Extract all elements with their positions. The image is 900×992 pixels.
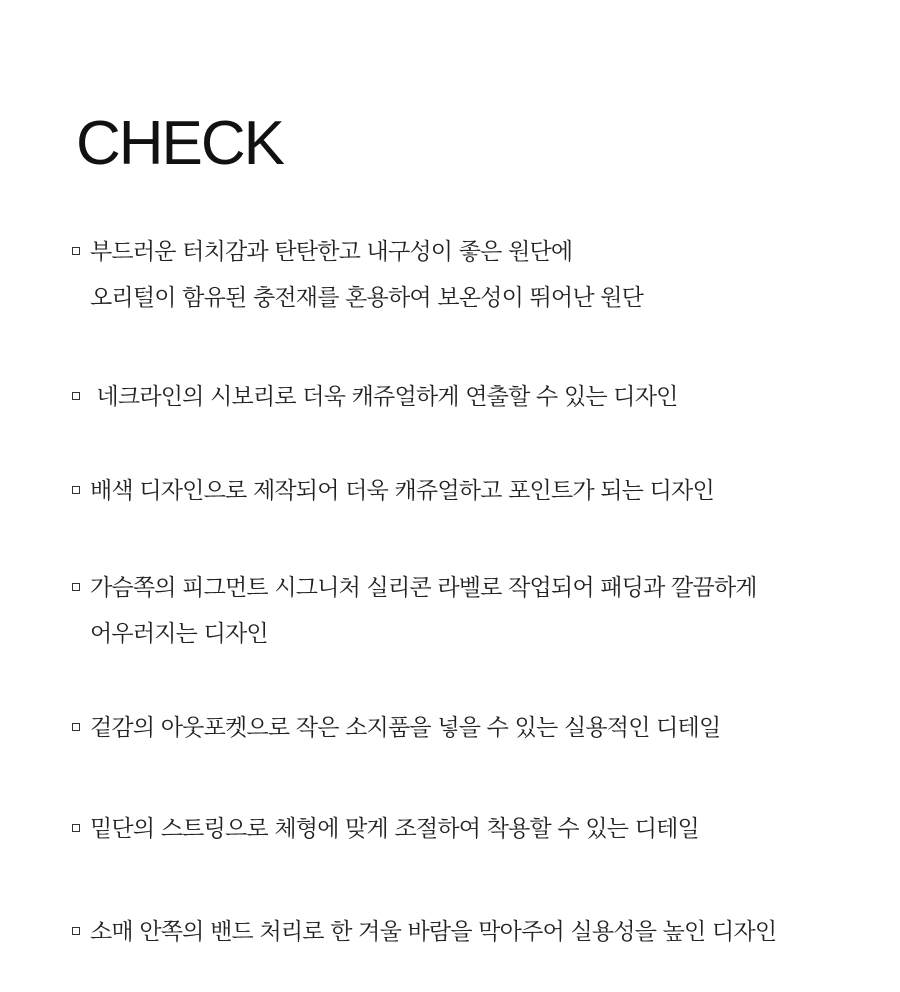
bullet-square-icon (72, 486, 80, 494)
check-item-line: 가슴쪽의 피그먼트 시그니처 실리콘 라벨로 작업되어 패딩과 깔끔하게 (90, 575, 757, 601)
bullet-square-icon (72, 583, 80, 591)
check-item-4 (72, 565, 872, 657)
check-item-line: 오리털이 함유된 충전재를 혼용하여 보온성이 뛰어난 원단 (90, 285, 644, 311)
check-item-7 (72, 909, 872, 955)
check-item-1 (72, 229, 872, 321)
bullet-square-icon (72, 927, 80, 935)
page-title: CHECK (76, 109, 284, 178)
check-item-line: 소매 안쪽의 밴드 처리로 한 겨울 바람을 막아주어 실용성을 높인 디자인 (90, 919, 777, 945)
check-item-6 (72, 806, 872, 852)
check-item-3 (72, 468, 872, 514)
check-item-line: 네크라인의 시보리로 더욱 캐쥬얼하게 연출할 수 있는 디자인 (90, 384, 678, 410)
bullet-square-icon (72, 723, 80, 731)
bullet-square-icon (72, 247, 80, 255)
check-item-line: 겉감의 아웃포켓으로 작은 소지품을 넣을 수 있는 실용적인 디테일 (90, 715, 721, 741)
check-item-2 (72, 374, 872, 420)
check-item-5 (72, 705, 872, 751)
bullet-square-icon (72, 392, 80, 400)
check-item-line: 배색 디자인으로 제작되어 더욱 캐쥬얼하고 포인트가 되는 디자인 (90, 478, 714, 504)
check-item-line: 밑단의 스트링으로 체형에 맞게 조절하여 착용할 수 있는 디테일 (90, 816, 699, 842)
check-item-line: 어우러지는 디자인 (90, 621, 268, 647)
check-item-line: 부드러운 터치감과 탄탄한고 내구성이 좋은 원단에 (90, 239, 573, 265)
bullet-square-icon (72, 824, 80, 832)
